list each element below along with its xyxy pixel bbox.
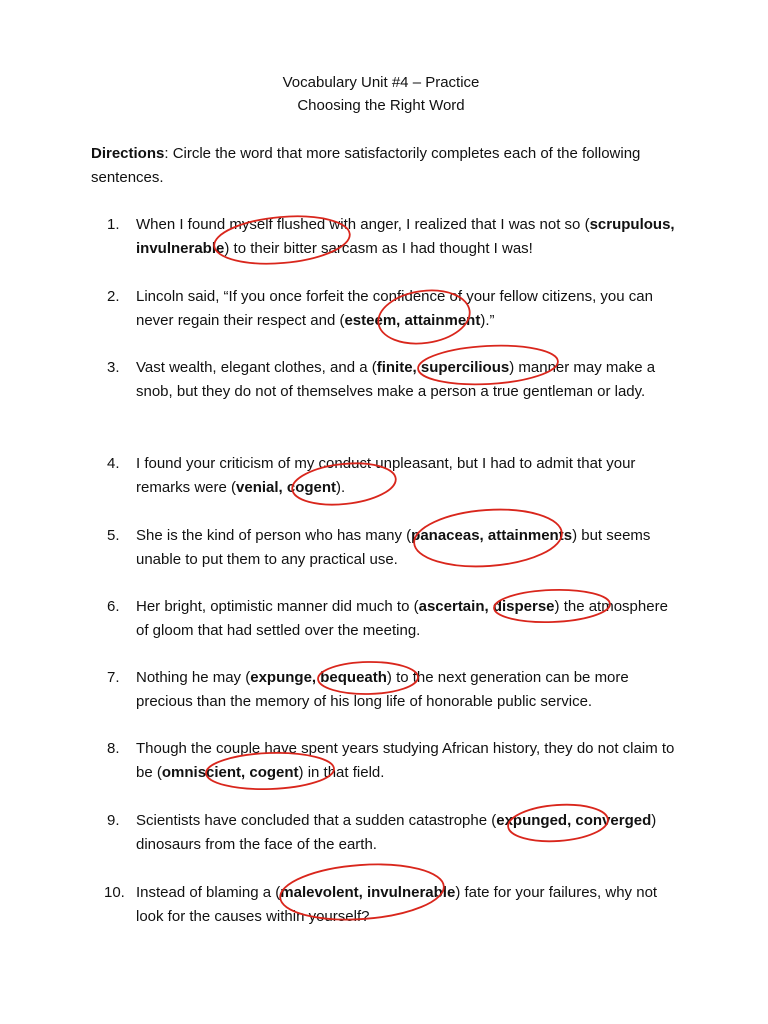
directions-text: : Circle the word that more satisfactorily completes each of the following sentences. <box>91 145 641 186</box>
page-title: Vocabulary Unit #4 – Practice <box>282 74 480 91</box>
item-number: 10. <box>104 884 125 901</box>
item-after: ) the atmosphere of gloom that had settled over the meeting. <box>136 598 668 639</box>
item-text <box>136 809 684 857</box>
item-number: 4. <box>107 455 120 472</box>
item-after: ).” <box>480 312 495 329</box>
item-text <box>136 666 684 714</box>
item-text <box>136 213 684 261</box>
item-before: When I found myself flushed with anger, I realized that I was not so ( <box>136 216 590 233</box>
item-after: ) to the next generation can be more precious than the memory of his long life of honorable public service. <box>136 669 629 710</box>
item-number: 1. <box>107 216 120 233</box>
item-text <box>136 881 684 929</box>
item-before: Lincoln said, “If you once forfeit the confidence of your fellow citizens, you can never regain their respect and ( <box>136 288 653 329</box>
item-after: ) fate for your failures, why not look for the causes within yourself? <box>136 884 658 925</box>
item-after: ) manner may make a snob, but they do not of themselves make a person a true gentleman or lady. <box>136 359 656 400</box>
item-choices: ascertain, disperse <box>418 598 555 615</box>
item-before: She is the kind of person who has many ( <box>136 527 412 544</box>
item-choices: esteem, attainment <box>344 312 481 329</box>
page-subtitle: Choosing the Right Word <box>297 97 465 114</box>
item-number: 5. <box>107 527 120 544</box>
item-choices: malevolent, invulnerable <box>280 884 456 901</box>
item-before: I found your criticism of my conduct unpleasant, but I had to admit that your remarks were ( <box>136 455 636 496</box>
item-after: ) dinosaurs from the face of the earth. <box>136 812 657 853</box>
item-before: Scientists have concluded that a sudden catastrophe ( <box>136 812 497 829</box>
item-choices: panaceas, attainments <box>411 527 573 544</box>
item-text <box>136 356 684 404</box>
item-after: ) but seems unable to put them to any practical use. <box>136 527 651 568</box>
item-text <box>136 452 684 500</box>
item-after: ) to their bitter sarcasm as I had thought I was! <box>224 240 533 257</box>
item-text <box>136 737 684 785</box>
item-before: Though the couple have spent years studying African history, they do not claim to be ( <box>136 740 675 781</box>
item-number: 2. <box>107 288 120 305</box>
item-choices: scrupulous, invulnerable <box>136 216 675 257</box>
item-number: 6. <box>107 598 120 615</box>
item-choices: expunge, bequeath <box>250 669 387 686</box>
item-choices: finite, supercilious <box>376 359 510 376</box>
item-before: Vast wealth, elegant clothes, and a ( <box>136 359 377 376</box>
item-choices: expunged, converged <box>496 812 652 829</box>
directions-label: Directions <box>91 145 165 162</box>
item-number: 9. <box>107 812 120 829</box>
item-text <box>136 285 684 333</box>
item-after: ). <box>336 479 346 496</box>
item-after: ) in that field. <box>298 764 385 781</box>
item-number: 8. <box>107 740 120 757</box>
item-number: 3. <box>107 359 120 376</box>
item-number: 7. <box>107 669 120 686</box>
item-text <box>136 524 684 572</box>
item-before: Instead of blaming a ( <box>136 884 281 901</box>
item-before: Nothing he may ( <box>136 669 251 686</box>
item-text <box>136 595 684 643</box>
item-choices: omniscient, cogent <box>161 764 299 781</box>
item-choices: venial, cogent <box>236 479 337 496</box>
item-before: Her bright, optimistic manner did much to ( <box>136 598 419 615</box>
